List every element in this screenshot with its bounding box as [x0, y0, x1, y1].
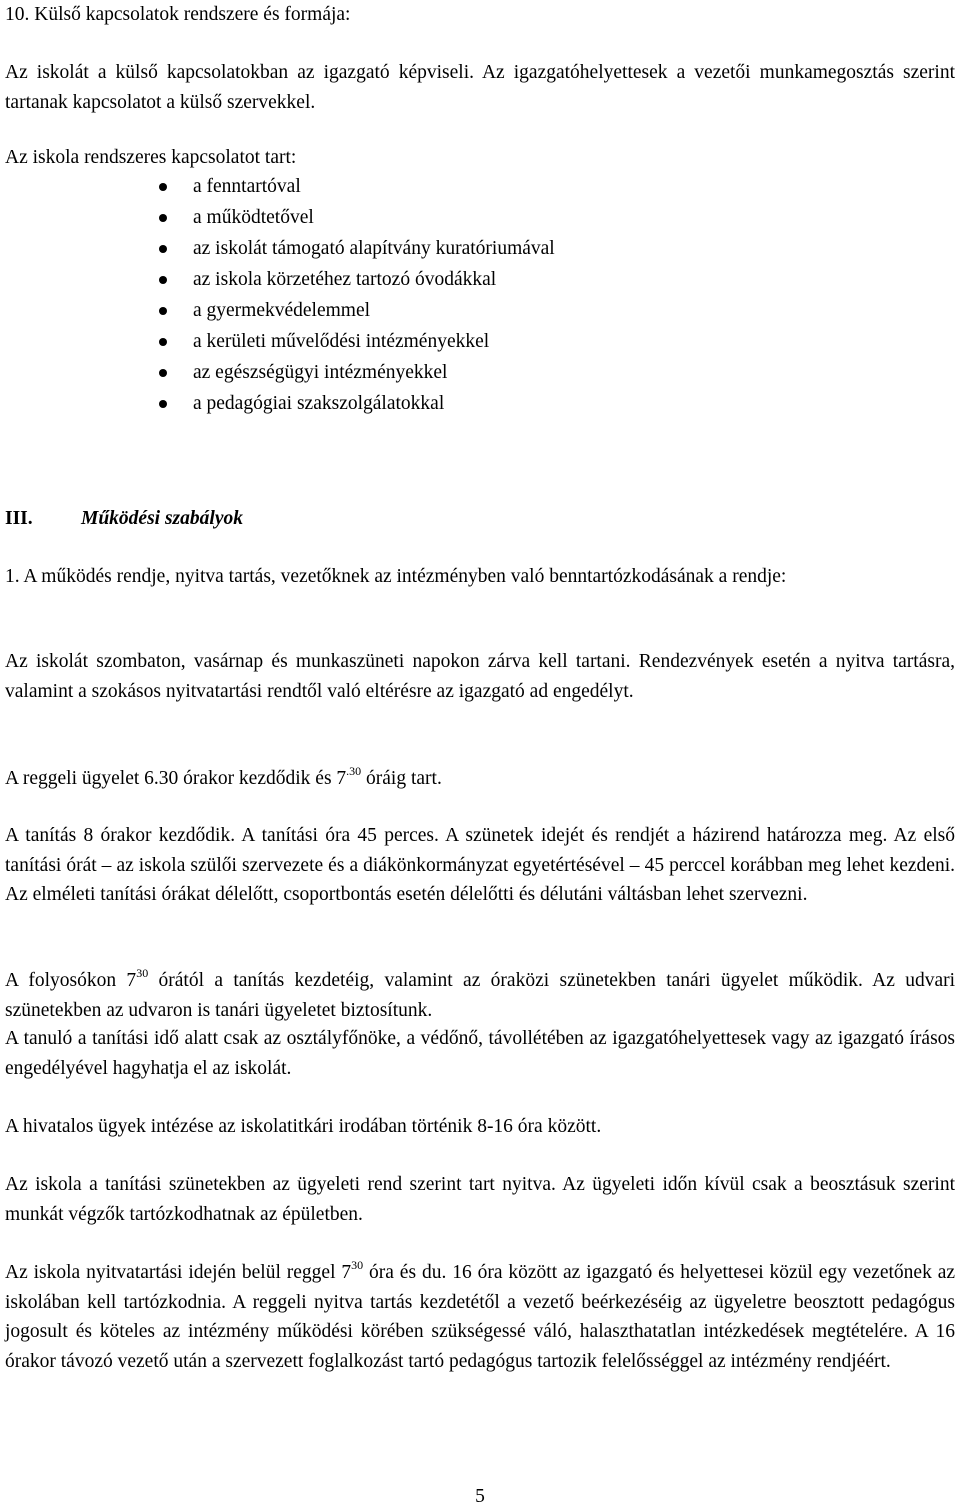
external-relations-paragraph: Az iskolát a külső kapcsolatokban az igazgató képviseli. Az igazgatóhelyettesek a vezetői munkamegosztás szerint tartanak kapcsolatot a külső szervekkel. — [5, 62, 955, 113]
contacts-list — [5, 171, 955, 419]
section-number: III. — [5, 508, 33, 529]
section-title: Működési szabályok — [81, 508, 243, 529]
teaching-schedule-paragraph: A tanítás 8 órakor kezdődik. A tanítási óra 45 perces. A szünetek idejét és rendjét a házirend határozza meg. Az első tanítási órát – az iskola szülői szervezete és a diákönkormányzat egyetértésével – 45 perccel korábban meg lehet kezdeni. Az elméleti tanítási órákat délelőtt, csoportbontás esetén délelőtti és délutáni váltásban lehet szervezni. — [5, 825, 955, 905]
list-item: a működtetővel — [5, 202, 955, 233]
school-holiday-paragraph: Az iskola a tanítási szünetekben az ügyeleti rend szerint tart nyitva. Az ügyeleti időn kívül csak a beosztásuk szerint munkát végzők tartózkodhatnak az épületben. — [5, 1174, 955, 1225]
list-item: a pedagógiai szakszolgálatokkal — [5, 388, 955, 419]
closed-days-paragraph: Az iskolát szombaton, vasárnap és munkaszüneti napokon zárva kell tartani. Rendezvények esetén a nyitva tartásra, valamint a szokásos nyitvatartási rendtől való eltérésre az igazgató ad engedélyt. — [5, 651, 955, 702]
list-item: a fenntartóval — [5, 171, 955, 202]
morning-duty-paragraph: A reggeli ügyelet 6.30 órakor kezdődik és $7^{.30}$ óráig tart. — [5, 764, 442, 789]
bullet-icon — [159, 400, 167, 408]
corridor-duty-paragraph: A folyosókon $7^{30}$ órától a tanítás kezdetéig, valamint az óraközi szünetekben tanári ügyelet működik. Az udvari szünetekben az udvaron is tanári ügyeletet biztosítunk. — [5, 966, 956, 1021]
section-10-heading: 10. Külső kapcsolatok rendszere és formája: — [5, 4, 351, 25]
bullet-icon — [159, 183, 167, 191]
list-item: az egészségügyi intézményekkel — [5, 357, 955, 388]
list-item: a gyermekvédelemmel — [5, 295, 955, 326]
section-iii-heading — [5, 504, 955, 534]
page-number: 5 — [475, 1486, 485, 1507]
bullet-icon — [159, 245, 167, 253]
list-item: az iskolát támogató alapítvány kuratóriumával — [5, 233, 955, 264]
opening-hours-paragraph: Az iskola nyitvatartási idején belül reggel $7^{30}$ óra és du. 16 óra között az igazgató és helyettesei közül egy vezetőnek az iskolában kell tartózkodnia. A reggeli nyitva tartás kezdetétől a vezető beérkezéséig az ügyeletre beosztott pedagógus jogosult és köteles az intézmény működési körében szükségessé váló, halaszthatatlan intézkedések megtételére. A 16 órakor távozó vezető után a szervezett foglalkozást tartó pedagógus tartozik felelősséggel az intézmény rendjéért. — [5, 1258, 956, 1372]
bullet-icon — [159, 369, 167, 377]
regular-contacts-intro: Az iskola rendszeres kapcsolatot tart: — [5, 147, 297, 168]
bullet-icon — [159, 276, 167, 284]
bullet-icon — [159, 307, 167, 315]
bullet-icon — [159, 338, 167, 346]
subsection-1-heading: 1. A működés rendje, nyitva tartás, vezetőknek az intézményben való benntartózkodásának a rendje: — [5, 566, 787, 587]
list-item: az iskola körzetéhez tartozó óvodákkal — [5, 264, 955, 295]
bullet-icon — [159, 214, 167, 222]
list-item: a kerületi művelődési intézményekkel — [5, 326, 955, 357]
office-hours-paragraph: A hivatalos ügyek intézése az iskolatitkári irodában történik 8-16 óra között. — [5, 1116, 602, 1137]
student-leave-paragraph: A tanuló a tanítási idő alatt csak az osztályfőnöke, a védőnő, távollétében az igazgatóhelyettesek vagy az igazgató írásos engedélyével hagyhatja el az iskolát. — [5, 1028, 955, 1079]
